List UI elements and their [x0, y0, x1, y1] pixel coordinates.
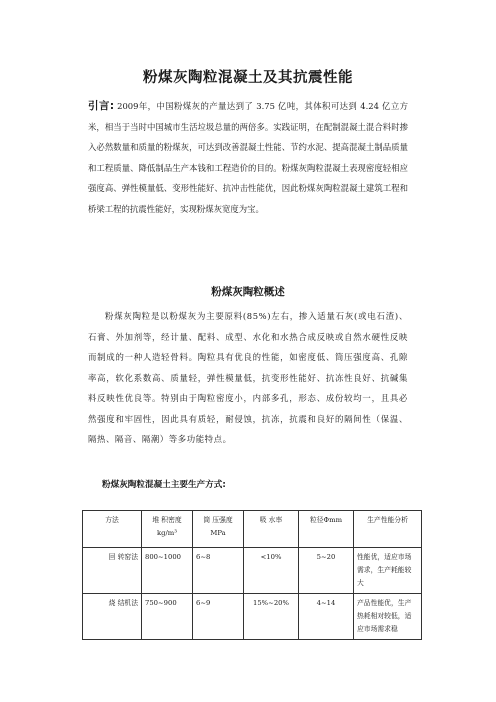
table-header-row: [83, 511, 422, 548]
table-cell: 性能优，适应市场需求，生产耗能较大: [354, 548, 422, 594]
table-cell: <10%: [244, 548, 299, 594]
table-title: 粉煤灰陶粒混凝土主要生产方式:: [102, 480, 226, 490]
table-cell: 5~20: [299, 548, 354, 594]
table-cell: 烧 结机法: [83, 594, 142, 640]
table-header-cell: 粒径Φmm: [299, 511, 354, 548]
table-header-cell: 吸 水率: [244, 511, 299, 548]
document-title: 粉煤灰陶粒混凝土及其抗震性能: [143, 70, 353, 86]
table-cell: 750~900: [142, 594, 193, 640]
table-cell: 4~14: [299, 594, 354, 640]
table-row: [83, 594, 422, 640]
production-methods-table: [82, 510, 422, 640]
table-cell: 6~8: [193, 548, 244, 594]
section-paragraph: 粉煤灰陶粒是以粉煤灰为主要原料(85%)左右，掺入适量石灰(或电石渣)、石膏、外加剂等，经计量、配料、成型、水化和水热合成反映或自然水硬性反映而制成的一种人造轻骨料。陶粒具有优良的性能，如密度低、筒压强度高、孔隙率高，软化系数高、质量轻，弹性模量低，抗变形性能好、抗冻性良好、抗碱集料反映性优良等。特别由于陶粒密度小，内部多孔，形态、成份较均一，且具必然强度和牢固性，因此具有质轻，耐侵蚀，抗冻，抗震和良好的隔间性（保温、隔热、隔音、隔潮）等多功能特点。: [88, 311, 408, 444]
table-header-cell: 筒 压强度 MPa: [193, 511, 244, 548]
intro-paragraph: [88, 96, 408, 219]
table-cell: 6~9: [193, 594, 244, 640]
table-header-cell: 堆 积密度 kg/m³: [142, 511, 193, 548]
table-header-cell: 方法: [83, 511, 142, 548]
intro-text: 2009年，中国粉煤灰的产量达到了 3.75 亿吨，其体积可达到 4.24 亿立方米，相当于当时中国城市生活垃圾总量的两倍多。实践证明，在配制混凝土混合料时掺入必然数量和质量的粉煤灰，可达到改善混凝土性能、节约水泥、提高混凝土制品质量和工程质量、降低制品生产本钱和工程造价的目的。粉煤灰陶粒混凝土表现密度轻相应强度高、弹性模量低、变形性能好、抗冲击性能优，因此粉煤灰陶粒混凝土建筑工程和桥梁工程的抗震性能好，实现粉煤灰宽度为宝。: [88, 101, 408, 214]
table-header-cell: 生产性能分析: [354, 511, 422, 548]
table-cell: 回 转窑法: [83, 548, 142, 594]
table-cell: 800~1000: [142, 548, 193, 594]
table-cell: 15%~20%: [244, 594, 299, 640]
section-title: 粉煤灰陶粒概述: [211, 286, 285, 298]
table-cell: 产品性能优，生产热耗相对较低，适应市场需求稳: [354, 594, 422, 640]
intro-lead: 引言:: [88, 100, 115, 112]
table-row: [83, 548, 422, 594]
